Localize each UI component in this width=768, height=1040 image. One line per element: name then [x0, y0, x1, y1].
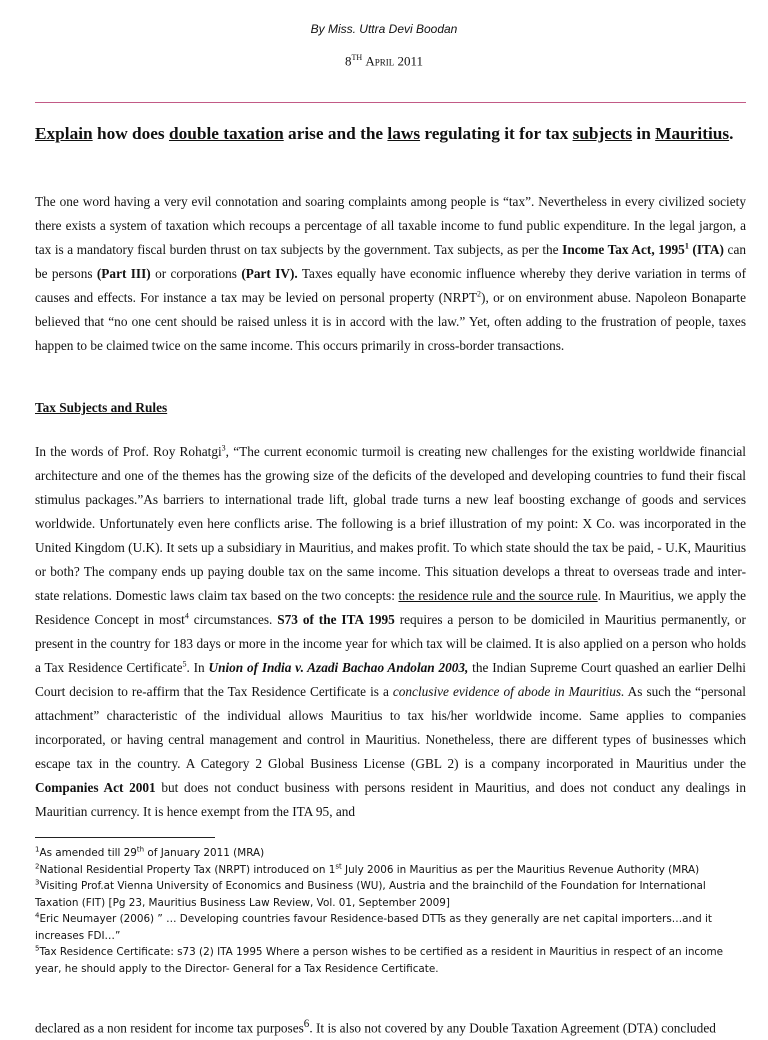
intro-paragraph: The one word having a very evil connotation and soaring complaints among people is “tax”. Nevertheless in every civilized society there exists a system of taxation which recoups a percentage of all taxable income to fund public expenditure. In the legal jargon, a tax is a mandatory fiscal burden thrust on tax subjects by the government. Tax subjects, as per the Income Tax Act, 1995$^1$ (ITA) can be persons (Part III) or corporations (Part IV). Taxes equally have economic influence whereby they derive variation in terms of causes and effects. For instance a tax may be levied on personal property (NRPT$^2$), or on environment abuse. Napoleon Bonaparte believed that “no one cent should be raised unless it is in accord with the law.” Yet, often adding to the frustration of people, taxes happen to be claimed twice on the same income. This occurs primarily in cross-border transactions. [35, 194, 747, 353]
continuation-line: declared as a non resident for income tax purposes$^6$. It is also not covered by any Double Taxation Agreement (DTA) concluded [35, 1018, 716, 1036]
footnote-divider [35, 837, 215, 838]
footnotes [35, 845, 746, 977]
footnote-4: $^4$Eric Neumayer (2006) ” … Developing countries favour Residence-based DTTs as they generally are net capital importers…and it increases FDI…” [35, 911, 712, 942]
section-heading: Tax Subjects and Rules [35, 400, 168, 415]
footnote-5: $^5$Tax Residence Certificate: s73 (2) ITA 1995 Where a person wishes to be certified as a resident in Mauritius in respect of an income year, he should apply to the Director- General for a Tax Residence Certificate. [35, 944, 723, 975]
document-title: Explain how does double taxation arise and the laws regulating it for tax subjects in Mauritius. [35, 124, 734, 143]
author-line: By Miss. Uttra Devi Boodan [310, 22, 458, 36]
body-paragraph: In the words of Prof. Roy Rohatgi$^3$, “The current economic turmoil is creating new challenges for the existing worldwide financial architecture and one of the themes has the growing size of the deficits of the developed and developing countries to fund their fiscal stimulus packages.”As barriers to international trade lift, global trade turns a new leaf boosting exchange of goods and services worldwide. Unfortunately even here conflicts arise. The following is a brief illustration of my point: X Co. was incorporated in the United Kingdom (U.K). It sets up a subsidiary in Mauritius, and makes profit. To which state should the tax be paid, - U.K, Mauritius or both? The company ends up paying double tax on the same income. This situation develops a threat to overseas trade and inter-state relations. Domestic laws claim tax based on the two concepts: the residence rule and the source rule. In Mauritius, we apply the Residence Concept in most$^4$ circumstances. S73 of the ITA 1995 requires a person to be domiciled in Mauritius permanently, or present in the country for 183 days or more in the income year for which tax will be claimed. It is also applied on a person who holds a Tax Residence Certificate$^5$. In Union of India v. Azadi Bachao Andolan 2003, the Indian Supreme Court quashed an earlier Delhi Court decision to re-affirm that the Tax Residence Certificate is a conclusive evidence of abode in Mauritius. As such the “personal attachment” characteristic of the individual allows Mauritius to tax his/her worldwide income. Same applies to companies incorporated, or having central management and control in Mauritius. Nonetheless, there are different types of businesses which escape tax in the country. A Category 2 Global Business License (GBL 2) is a company incorporated in Mauritius under the Companies Act 2001 but does not conduct business with persons resident in Mauritius, and does not conduct any dealings in Mauritian currency. It is hence exempt from the ITA 95, and [35, 443, 747, 819]
footnote-2: $^2$National Residential Property Tax (NRPT) introduced on 1st July 2006 in Mauritius as per the Mauritius Revenue Authority (MRA) [35, 862, 700, 876]
header-divider [35, 102, 746, 103]
document-date: 8TH April 2011 [344, 53, 424, 69]
footnote-3: $^3$Visiting Prof.at Vienna University of Economics and Business (WU), Austria and the brainchild of the Foundation for International Taxation (FIT) [Pg 23, Mauritius Business Law Review, Vol. 01, September 2009] [35, 878, 706, 909]
footnote-1: $^1$As amended till 29th of January 2011 (MRA) [35, 845, 265, 859]
